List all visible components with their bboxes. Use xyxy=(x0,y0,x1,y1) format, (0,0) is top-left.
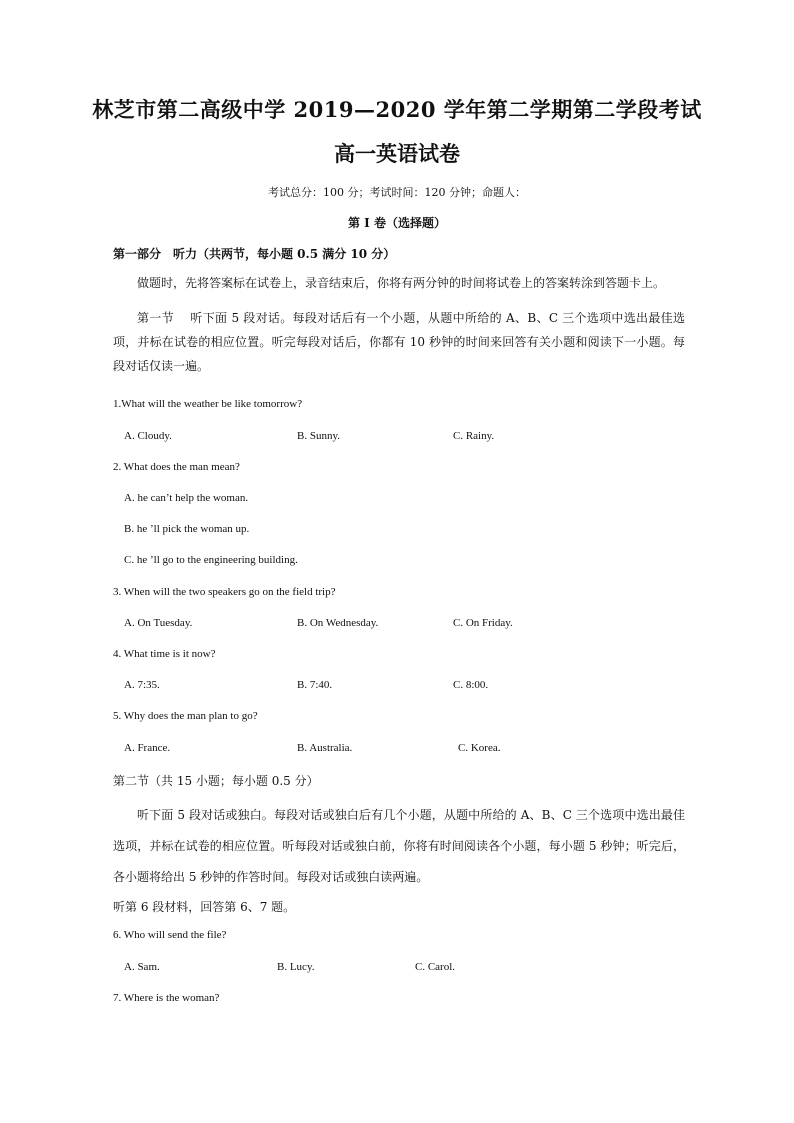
exam-meta: 考试总分：100 分；考试时间：120 分钟；命题人： xyxy=(268,186,526,199)
q5-option-c: C. Korea. xyxy=(458,742,501,754)
q5-option-a: A. France. xyxy=(124,742,171,754)
q2-option-b: B. he ’ll pick the woman up. xyxy=(124,523,250,535)
question-2: 2. What does the man mean? xyxy=(113,461,240,473)
section2-heading: 第二节（共 15 小题；每小题 0.5 分） xyxy=(113,774,319,788)
q1-option-c: C. Rainy. xyxy=(453,430,495,442)
volume-heading: 第 I 卷（选择题） xyxy=(348,216,446,230)
q1-option-a: A. Cloudy. xyxy=(124,430,172,442)
q4-option-a: A. 7:35. xyxy=(124,679,160,691)
q6-option-c: C. Carol. xyxy=(415,961,456,973)
q1-option-b: B. Sunny. xyxy=(297,430,340,442)
exam-title: 林芝市第二高级中学 2019—2020 学年第二学期第二学段考试 xyxy=(92,97,702,122)
question-3: 3. When will the two speakers go on the field trip? xyxy=(113,586,336,598)
question-7: 7. Where is the woman? xyxy=(113,992,220,1004)
q2-option-c: C. he ’ll go to the engineering building. xyxy=(124,554,298,566)
section2-instruction: 听下面 5 段对话或独白。每段对话或独白后有几个小题，从题中所给的 A、B、C 三个选项中选出最佳选项，并标在试卷的相应位置。听每段对话或独白前，你将有时间阅读各个小题，每小题 5 秒钟；听完后，各小题将给出 5 秒钟的作答时间。每段对话或独白读两遍。 xyxy=(113,808,685,884)
q3-option-c: C. On Friday. xyxy=(453,617,513,629)
q5-option-b: B. Australia. xyxy=(297,742,353,754)
question-5: 5. Why does the man plan to go? xyxy=(113,710,258,722)
q4-option-c: C. 8:00. xyxy=(453,679,489,691)
section1-instruction: 第一节 听下面 5 段对话。每段对话后有一个小题，从题中所给的 A、B、C 三个选项中选出最佳选项，并标在试卷的相应位置。听完每段对话后，你都有 10 秒钟的时间来回答有关小题和阅读下一小题。每段对话仅读一遍。 xyxy=(113,311,685,373)
part1-instruction: 做题时，先将答案标在试卷上，录音结束后，你将有两分钟的时间将试卷上的答案转涂到答题卡上。 xyxy=(137,276,666,290)
question-4: 4. What time is it now? xyxy=(113,648,216,660)
q6-option-b: B. Lucy. xyxy=(277,961,315,973)
q3-option-b: B. On Wednesday. xyxy=(297,617,379,629)
part1-heading: 第一部分 听力（共两节，每小题 0.5 满分 10 分） xyxy=(113,247,396,261)
question-6: 6. Who will send the file? xyxy=(113,929,227,941)
q3-option-a: A. On Tuesday. xyxy=(124,617,193,629)
q6-option-a: A. Sam. xyxy=(124,961,160,973)
material-6-note: 听第 6 段材料，回答第 6、7 题。 xyxy=(113,900,296,914)
question-1: 1.What will the weather be like tomorrow? xyxy=(113,398,303,410)
q2-option-a: A. he can’t help the woman. xyxy=(124,492,249,504)
q4-option-b: B. 7:40. xyxy=(297,679,333,691)
exam-subtitle: 高一英语试卷 xyxy=(334,141,460,166)
